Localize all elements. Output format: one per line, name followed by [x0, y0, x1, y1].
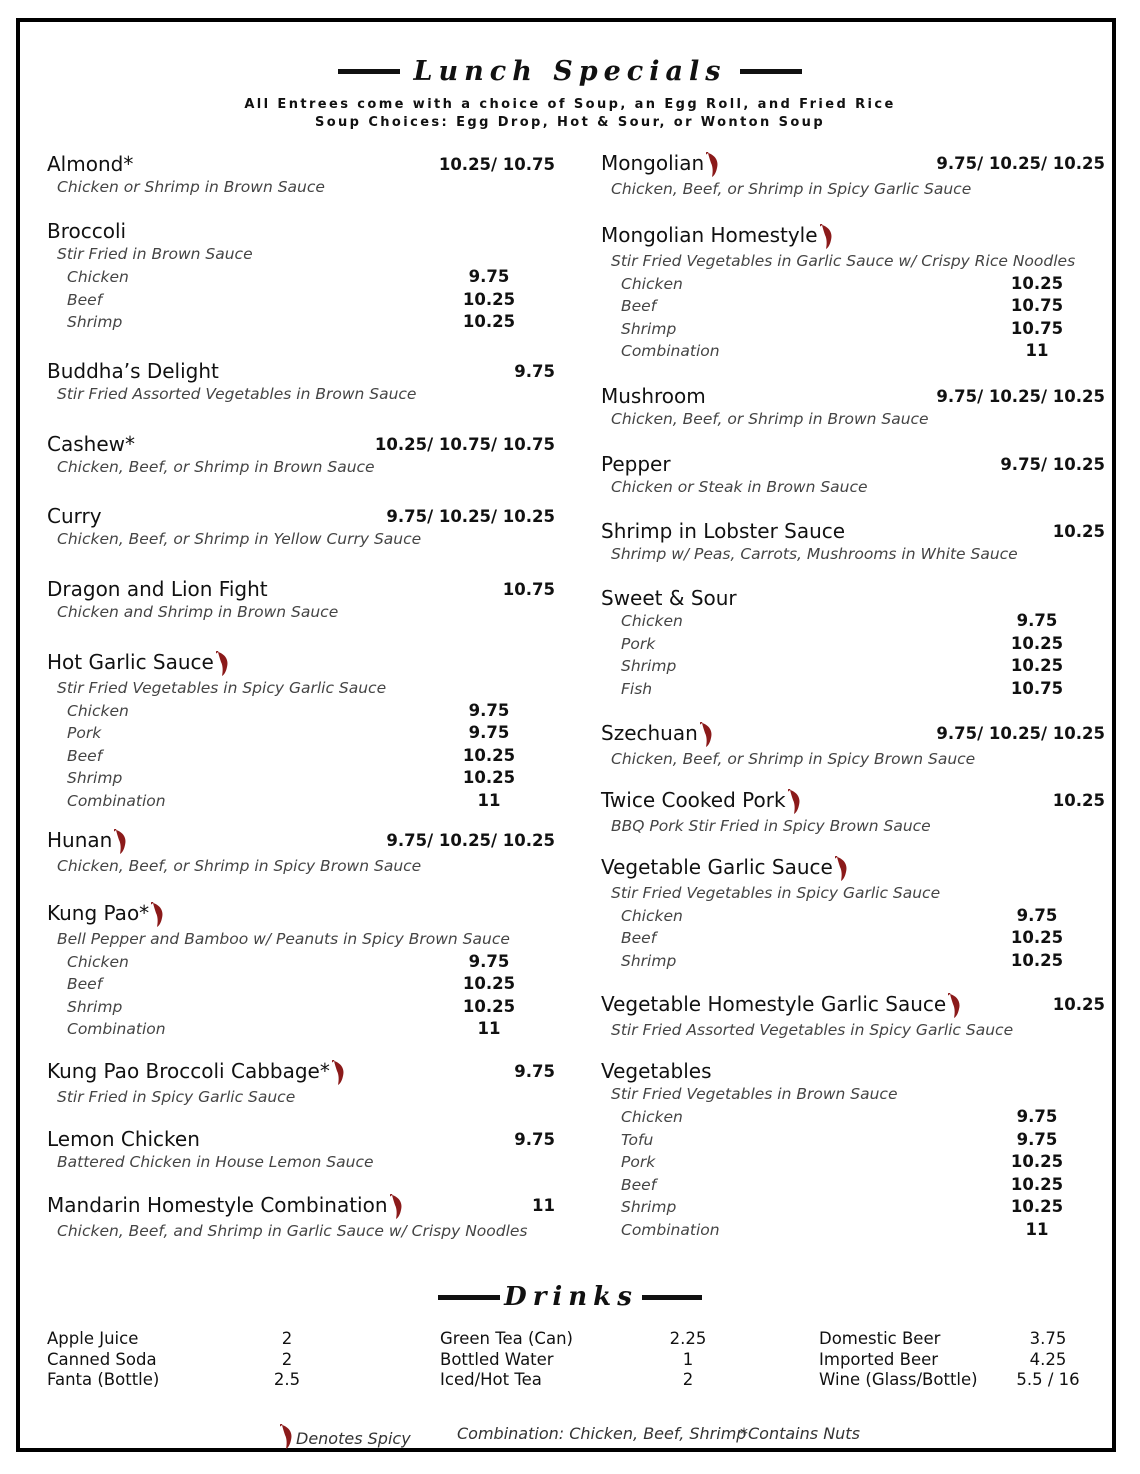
option-price: 10.25	[462, 745, 516, 765]
item-name	[601, 519, 845, 543]
option-row	[47, 767, 567, 790]
item-name-text: Pepper	[601, 452, 671, 476]
item-name	[601, 452, 671, 476]
option-label: Fish	[621, 679, 653, 698]
item-name	[47, 650, 230, 677]
drink-row	[440, 1329, 707, 1350]
drink-name: Fanta (Bottle)	[47, 1370, 160, 1389]
legend-nuts: *Contains Nuts	[740, 1424, 860, 1443]
option-label: Shrimp	[621, 1198, 677, 1216]
drinks-column-1	[47, 1329, 301, 1391]
drink-price: 2.25	[669, 1329, 707, 1348]
option-label: Shrimp	[621, 319, 677, 338]
legend-combination: Combination: Chicken, Beef, Shrimp	[457, 1424, 747, 1443]
item-price: 9.75/ 10.25/ 10.25	[936, 387, 1105, 406]
menu-item	[601, 452, 1109, 499]
pepper-icon	[151, 902, 165, 928]
option-label: Chicken	[67, 701, 129, 720]
option-row	[601, 905, 1109, 928]
item-name	[601, 992, 962, 1019]
option-price: 9.75	[468, 700, 510, 720]
item-description: Battered Chicken in House Lemon Sauce	[57, 1153, 374, 1171]
option-label: Shrimp	[67, 313, 123, 331]
menu-item	[601, 721, 1109, 771]
item-name-text: Twice Cooked Pork	[601, 788, 786, 812]
option-label: Chicken	[67, 952, 129, 971]
drink-name: Apple Juice	[47, 1329, 139, 1348]
option-label: Shrimp	[621, 657, 677, 675]
pepper-icon	[114, 829, 128, 855]
option-row	[47, 266, 567, 289]
item-name-text: Vegetable Homestyle Garlic Sauce	[601, 992, 947, 1016]
drinks-column-2	[440, 1329, 707, 1391]
option-label: Combination	[67, 791, 166, 810]
item-description: Chicken or Shrimp in Brown Sauce	[57, 178, 325, 196]
item-name-text: Curry	[47, 504, 102, 528]
menu-item	[47, 1059, 567, 1109]
item-description: Chicken, Beef, or Shrimp in Spicy Brown Sauce	[611, 749, 976, 768]
item-name	[47, 901, 165, 928]
option-price: 10.25	[1010, 273, 1064, 293]
item-name	[601, 1059, 712, 1083]
page-title: Lunch Specials	[413, 56, 727, 87]
item-name-text: Sweet & Sour	[601, 586, 737, 610]
option-row	[601, 273, 1109, 296]
option-label: Beef	[621, 297, 657, 315]
option-label: Beef	[67, 746, 103, 765]
pepper-icon	[216, 651, 230, 677]
pepper-icon	[700, 722, 714, 748]
item-name	[47, 152, 133, 176]
item-description: Bell Pepper and Bamboo w/ Peanuts in Spicy Brown Sauce	[57, 929, 510, 948]
option-label: Chicken	[621, 1108, 683, 1126]
menu-item	[47, 577, 567, 624]
pepper-icon	[835, 856, 849, 882]
option-row	[47, 790, 567, 813]
option-row	[47, 973, 567, 996]
option-row	[47, 289, 567, 312]
option-label: Beef	[67, 290, 103, 309]
option-price: 10.75	[1010, 678, 1064, 698]
drink-price: 2.5	[273, 1370, 301, 1389]
option-label: Pork	[621, 1153, 656, 1171]
drink-price: 2	[281, 1349, 293, 1369]
item-name-text: Szechuan	[601, 721, 698, 745]
option-row	[601, 340, 1109, 363]
option-row	[47, 996, 567, 1019]
drink-name: Wine (Glass/Bottle)	[819, 1370, 978, 1389]
soup-choices: Soup Choices: Egg Drop, Hot & Sour, or Wonton Soup	[314, 115, 826, 130]
item-price: 9.75/ 10.25/ 10.25	[386, 507, 555, 526]
option-row	[601, 318, 1109, 341]
option-row	[601, 655, 1109, 678]
option-label: Chicken	[621, 612, 683, 630]
option-price: 9.75	[1016, 611, 1058, 630]
item-description: Shrimp w/ Peas, Carrots, Mushrooms in White Sauce	[611, 545, 1018, 563]
item-price: 10.25	[1052, 995, 1105, 1014]
option-row	[601, 678, 1109, 701]
item-name-text: Mushroom	[601, 384, 706, 408]
option-price: 10.25	[462, 289, 516, 309]
item-price: 9.75/ 10.25	[1000, 455, 1105, 474]
item-description: Chicken, Beef, or Shrimp in Brown Sauce	[611, 410, 929, 428]
item-description: Stir Fried Vegetables in Brown Sauce	[611, 1085, 898, 1103]
drink-price: 5.5 / 16	[1016, 1370, 1080, 1389]
drink-price: 3.75	[1029, 1329, 1067, 1348]
option-price: 10.25	[1010, 950, 1064, 970]
item-name	[47, 359, 219, 383]
pepper-icon	[280, 1424, 294, 1450]
pepper-icon	[332, 1060, 346, 1086]
menu-item	[601, 151, 1109, 201]
menu-item	[601, 992, 1109, 1042]
option-label: Chicken	[621, 906, 683, 925]
option-price: 10.25	[462, 974, 516, 993]
option-row	[601, 927, 1109, 950]
item-name	[47, 432, 135, 456]
item-price: 9.75/ 10.25/ 10.25	[936, 724, 1105, 743]
drink-name: Bottled Water	[440, 1349, 554, 1369]
option-label: Tofu	[621, 1130, 654, 1149]
menu-item	[47, 359, 567, 406]
option-row	[601, 1174, 1109, 1197]
drink-row	[47, 1370, 301, 1391]
item-description: Chicken, Beef, or Shrimp in Spicy Brown Sauce	[57, 856, 422, 875]
drinks-rule-left	[438, 1295, 500, 1300]
entree-note: All Entrees come with a choice of Soup, an Egg Roll, and Fried Rice	[244, 97, 896, 112]
menu-item	[47, 152, 567, 199]
drinks-rule-right	[642, 1295, 702, 1300]
drink-name: Imported Beer	[819, 1349, 939, 1369]
item-name	[601, 855, 849, 882]
item-price: 10.25/ 10.75	[438, 155, 555, 174]
option-row	[601, 1196, 1109, 1219]
item-description: Chicken, Beef, or Shrimp in Spicy Garlic Sauce	[611, 179, 972, 198]
drink-name: Domestic Beer	[819, 1329, 941, 1348]
option-row	[47, 951, 567, 974]
option-label: Chicken	[621, 274, 683, 293]
drink-name: Iced/Hot Tea	[440, 1370, 542, 1389]
option-price: 11	[477, 1019, 501, 1038]
drink-price: 1	[682, 1349, 694, 1369]
item-description: Stir Fried in Spicy Garlic Sauce	[57, 1087, 296, 1106]
item-name-text: Kung Pao*	[47, 901, 150, 925]
item-price: 10.75	[502, 580, 555, 599]
pepper-icon	[788, 789, 802, 815]
option-label: Beef	[67, 975, 103, 993]
item-name-text: Lemon Chicken	[47, 1127, 200, 1151]
option-price: 11	[1025, 341, 1049, 360]
title-rule-right	[740, 69, 802, 74]
option-row	[601, 1129, 1109, 1152]
item-name	[47, 1059, 346, 1086]
option-label: Pork	[621, 634, 656, 653]
item-name-text: Hunan	[47, 828, 113, 852]
item-description: Chicken, Beef, or Shrimp in Brown Sauce	[57, 458, 375, 476]
option-row	[601, 633, 1109, 656]
option-row	[47, 700, 567, 723]
drink-name: Canned Soda	[47, 1349, 157, 1369]
drink-row	[47, 1349, 293, 1371]
option-row	[601, 610, 1109, 633]
item-name-text: Dragon and Lion Fight	[47, 577, 268, 601]
item-description: Stir Fried Assorted Vegetables in Spicy Garlic Sauce	[611, 1020, 1014, 1039]
menu-item	[601, 223, 1109, 363]
item-description: Chicken, Beef, or Shrimp in Yellow Curry Sauce	[57, 530, 422, 548]
item-price: 10.25	[1052, 791, 1105, 810]
item-description: Stir Fried Vegetables in Spicy Garlic Sauce	[57, 678, 387, 697]
legend-spicy	[280, 1424, 411, 1450]
item-description: Chicken or Steak in Brown Sauce	[611, 478, 868, 496]
drink-row	[819, 1329, 1089, 1350]
item-price: 9.75/ 10.25/ 10.25	[936, 154, 1105, 173]
drink-row	[47, 1329, 293, 1350]
item-description: Chicken, Beef, and Shrimp in Garlic Sauce w/ Crispy Noodles	[57, 1221, 528, 1240]
menu-item	[47, 901, 567, 1041]
option-row	[601, 1151, 1109, 1174]
item-name-text: Almond*	[47, 152, 134, 176]
option-row	[601, 295, 1109, 318]
item-name	[47, 1127, 200, 1151]
menu-item	[47, 1193, 567, 1243]
item-name	[601, 151, 720, 178]
item-name	[601, 223, 834, 250]
pepper-icon	[948, 993, 962, 1019]
option-label: Combination	[67, 1020, 166, 1038]
item-description: BBQ Pork Stir Fried in Spicy Brown Sauce	[611, 816, 931, 835]
item-name-text: Vegetable Garlic Sauce	[601, 855, 833, 879]
option-label: Shrimp	[67, 997, 123, 1016]
option-price: 9.75	[1016, 905, 1058, 925]
item-name	[47, 219, 126, 243]
item-price: 9.75/ 10.25/ 10.25	[386, 831, 555, 850]
menu-item	[47, 432, 567, 479]
item-name	[601, 721, 714, 748]
option-price: 9.75	[468, 951, 510, 971]
item-description: Stir Fried Assorted Vegetables in Brown Sauce	[57, 385, 417, 403]
item-price: 9.75	[514, 1062, 555, 1081]
item-name-text: Hot Garlic Sauce	[47, 650, 214, 674]
option-label: Shrimp	[67, 769, 123, 787]
option-price: 10.25	[1010, 1197, 1064, 1216]
item-price: 11	[532, 1196, 555, 1215]
menu-item	[47, 219, 567, 334]
item-price: 10.25	[1052, 522, 1105, 541]
drink-name: Green Tea (Can)	[440, 1329, 573, 1348]
option-price: 10.25	[1010, 656, 1064, 675]
option-row	[47, 745, 567, 768]
item-name-text: Mandarin Homestyle Combination	[47, 1193, 388, 1217]
option-label: Chicken	[67, 268, 129, 286]
item-name	[601, 788, 802, 815]
pepper-icon	[820, 224, 834, 250]
menu-item	[601, 1059, 1109, 1241]
option-row	[601, 950, 1109, 973]
option-price: 9.75	[468, 267, 510, 286]
item-price: 9.75	[514, 362, 555, 381]
option-label: Combination	[621, 1220, 720, 1239]
menu-item	[47, 828, 567, 878]
menu-item	[601, 788, 1109, 838]
option-price: 10.25	[1010, 1152, 1064, 1171]
drink-row	[440, 1370, 700, 1391]
drink-row	[819, 1350, 1089, 1371]
legend-spicy-text: Denotes Spicy	[296, 1429, 411, 1448]
option-price: 10.25	[462, 312, 516, 331]
item-name-text: Mongolian	[601, 151, 705, 175]
menu-item	[47, 650, 567, 812]
option-row	[47, 722, 567, 745]
option-price: 11	[1025, 1219, 1049, 1239]
item-price: 10.25/ 10.75/ 10.75	[374, 435, 555, 454]
menu-item	[601, 586, 1109, 700]
drink-price: 2	[682, 1370, 694, 1389]
option-label: Shrimp	[621, 951, 677, 970]
option-price: 9.75	[468, 723, 510, 742]
item-name-text: Cashew*	[47, 432, 135, 456]
menu-item	[47, 504, 567, 551]
option-label: Beef	[621, 929, 657, 947]
drinks-title: Drinks	[504, 1282, 638, 1312]
item-name-text: Buddha’s Delight	[47, 359, 219, 383]
drink-row	[440, 1350, 700, 1371]
pepper-icon	[390, 1194, 404, 1220]
option-price: 10.25	[1010, 1174, 1064, 1194]
drink-row	[819, 1370, 1089, 1391]
option-price: 10.25	[462, 996, 516, 1016]
option-price: 10.75	[1010, 318, 1064, 338]
option-label: Pork	[67, 724, 102, 742]
option-row	[601, 1106, 1109, 1129]
item-name-text: Vegetables	[601, 1059, 712, 1083]
option-row	[47, 1018, 567, 1041]
item-price: 9.75	[514, 1130, 555, 1149]
title-rule-left	[338, 69, 400, 74]
option-row	[601, 1219, 1109, 1242]
option-label: Combination	[621, 342, 720, 360]
pepper-icon	[706, 152, 720, 178]
drinks-heading	[0, 1282, 1140, 1312]
item-name	[601, 586, 737, 610]
lunch-specials-heading	[0, 56, 1140, 87]
option-price: 10.25	[1010, 928, 1064, 947]
menu-item	[601, 855, 1109, 972]
option-price: 10.75	[1010, 296, 1064, 315]
option-price: 10.25	[462, 768, 516, 787]
option-row	[47, 311, 567, 334]
option-price: 9.75	[1016, 1107, 1058, 1126]
menu-item	[47, 1127, 567, 1174]
menu-item	[601, 519, 1109, 566]
option-label: Beef	[621, 1175, 657, 1194]
option-price: 9.75	[1016, 1129, 1058, 1149]
item-description: Stir Fried Vegetables in Garlic Sauce w/ Crispy Rice Noodles	[611, 251, 1076, 270]
item-description: Stir Fried in Brown Sauce	[57, 245, 253, 263]
item-name-text: Shrimp in Lobster Sauce	[601, 519, 846, 543]
item-name	[47, 1193, 404, 1220]
option-price: 10.25	[1010, 633, 1064, 653]
item-name-text: Broccoli	[47, 219, 127, 243]
item-name	[601, 384, 706, 408]
option-price: 11	[477, 790, 501, 810]
item-name	[47, 828, 128, 855]
item-name-text: Kung Pao Broccoli Cabbage*	[47, 1059, 330, 1083]
item-name-text: Mongolian Homestyle	[601, 223, 818, 247]
drink-price: 2	[281, 1329, 293, 1348]
item-name	[47, 577, 268, 601]
item-description: Stir Fried Vegetables in Spicy Garlic Sauce	[611, 883, 941, 902]
drink-price: 4.25	[1029, 1349, 1067, 1369]
item-name	[47, 504, 102, 528]
menu-item	[601, 384, 1109, 431]
item-description: Chicken and Shrimp in Brown Sauce	[57, 603, 339, 621]
drinks-column-3	[819, 1329, 1089, 1391]
